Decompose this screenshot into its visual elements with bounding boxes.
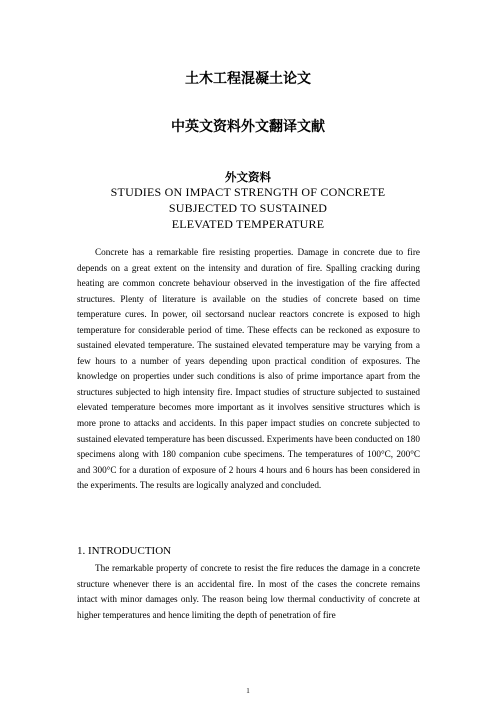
english-title-line-1: STUDIES ON IMPACT STRENGTH OF CONCRETE — [110, 185, 386, 199]
main-title: 土木工程混凝土论文 — [185, 71, 311, 87]
introduction-paragraph: The remarkable property of concrete to resist the fire reduces the damage in a concrete structure whenever there is an accidental fire. In most of the cases the concrete remains intact with minor damages only. The reason being low thermal conductivity of concrete at higher temperatures and hence limiting the depth of penetration of fire — [77, 563, 420, 620]
section-heading-introduction: 1. INTRODUCTION — [77, 545, 172, 557]
sub-title: 中英文资料外文翻译文献 — [171, 119, 325, 135]
english-title-line-2: SUBJECTED TO SUSTAINED — [168, 201, 328, 215]
page-number: 1 — [246, 687, 250, 695]
abstract-paragraph: Concrete has a remarkable fire resisting properties. Damage in concrete due to fire depends on a great extent on the intensity and duration of fire. Spalling cracking during heating are common concrete behaviour observed in the investigation of the fire affected structures. Plenty of literature is available on the studies of concrete based on time temperature cures. In power, oil sectorsand nuclear reactors concrete is exposed to high temperature for considerable period of time. These effects can be reckoned as exposure to sustained elevated temperature. The sustained elevated temperature may be varying from a few hours to a number of years depending upon practical condition of exposures. The knowledge on properties under such conditions is also of prime importance apart from the structures subjected to high intensity fire. Impact studies of structure subjected to sustained elevated temperature becomes more important as it involves sensitive structures which is more prone to attacks and accidents. In this paper impact studies on concrete subjected to sustained elevated temperature has been discussed. Experiments have been conducted on 180 specimens along with 180 companion cube specimens. The temperatures of 100°C, 200°C and 300°C for a duration of exposure of 2 hours 4 hours and 6 hours has been considered in the experiments. The results are logically analyzed and concluded. — [77, 247, 420, 491]
foreign-material-label: 外文资料 — [225, 170, 271, 184]
english-title-line-3: ELEVATED TEMPERATURE — [171, 217, 325, 231]
